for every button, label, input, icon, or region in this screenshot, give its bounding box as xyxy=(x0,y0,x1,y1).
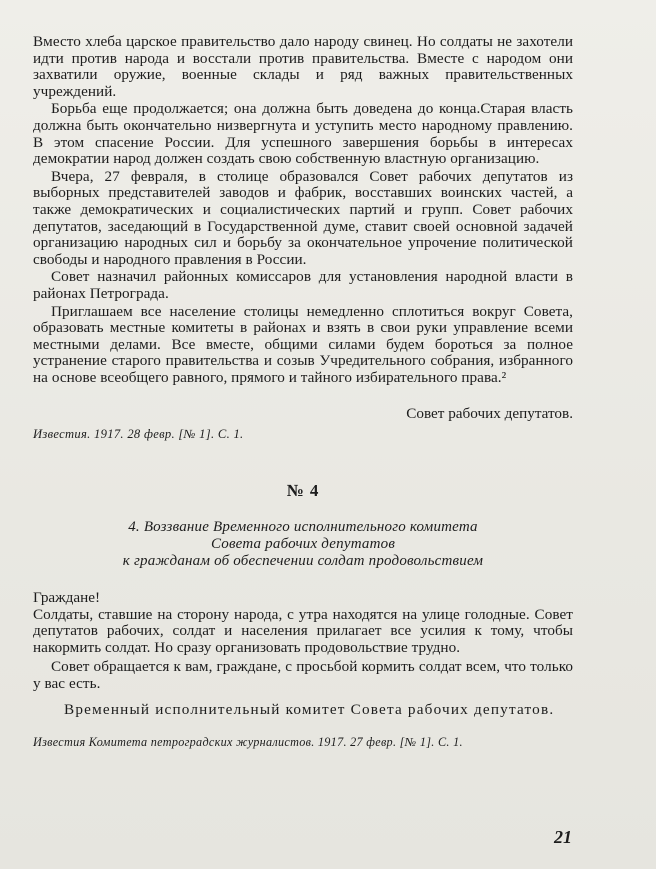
doc4-source: Известия Комитета петроградских журналистов. 1917. 27 февр. [№ 1]. С. 1. xyxy=(33,735,463,749)
doc4-greeting: Граждане! xyxy=(33,589,101,606)
doc3-body xyxy=(33,34,573,386)
doc4-paragraph: Совет обращается к вам, граждане, с просьбой кормить солдат всем, что только у вас есть. xyxy=(33,658,573,692)
doc3-signature: Совет рабочих депутатов. xyxy=(406,405,573,422)
doc4-paragraph: Солдаты, ставшие на сторону народа, с утра находятся на улице голодные. Совет депутатов рабочих, солдат и населения прилагает все усилия к тому, чтобы накормить солдат. Но сразу организовать продовольствие трудно. xyxy=(33,605,573,656)
doc4-signature: Временный исполнительный комитет Совета рабочих депутатов. xyxy=(64,701,555,718)
doc3-paragraph: Совет назначил районных комиссаров для установления народной власти в районах Петрограда. xyxy=(33,268,573,302)
doc4-title-line: к гражданам об обеспечении солдат продовольствием xyxy=(122,553,484,569)
doc4-title-line: 4. Воззвание Временного исполнительного комитета xyxy=(128,519,478,535)
doc3-paragraph: Вчера, 27 февраля, в столице образовался Совет рабочих депутатов из выборных представителей заводов и фабрик, восставших воинских частей, а также демократических и социалистических партий и групп. Совет рабочих депутатов, заседающий в Государственной думе, ставит своей основной задачей организацию народных сил и борьбу за окончательное упрочение политической свободы и народного правления в России. xyxy=(33,167,573,268)
doc3-paragraph: Приглашаем все население столицы немедленно сплотиться вокруг Совета, образовать местные комитеты в районах и взять в свои руки управление всеми местными делами. Все вместе, общими силами будем бороться за полное устранение старого правительства и созыв Учредительного собрания, избранного на основе всеобщего равного, прямого и тайного избирательного права.² xyxy=(33,302,573,386)
doc4-title xyxy=(33,519,573,570)
doc3-source: Известия. 1917. 28 февр. [№ 1]. С. 1. xyxy=(33,427,244,441)
page-number: 21 xyxy=(554,827,572,847)
doc3-paragraph: Борьба еще продолжается; она должна быть доведена до конца.Старая власть должна быть окончательно низвергнута и уступить место народному правлению. В этом спасение России. Для успешного завершения борьбы в интересах демократии народ должен создать свою собственную властную организацию. xyxy=(33,100,573,168)
document-number: № 4 xyxy=(286,481,320,500)
doc4-title-line: Совета рабочих депутатов xyxy=(210,536,396,552)
doc3-paragraph: Вместо хлеба царское правительство дало народу свинец. Но солдаты не захотели идти против народа и восстали против правительства. Вместе с народом они захватили оружие, военные склады и ряд важных правительственных учреждений. xyxy=(33,33,573,100)
doc4-body xyxy=(33,590,573,693)
